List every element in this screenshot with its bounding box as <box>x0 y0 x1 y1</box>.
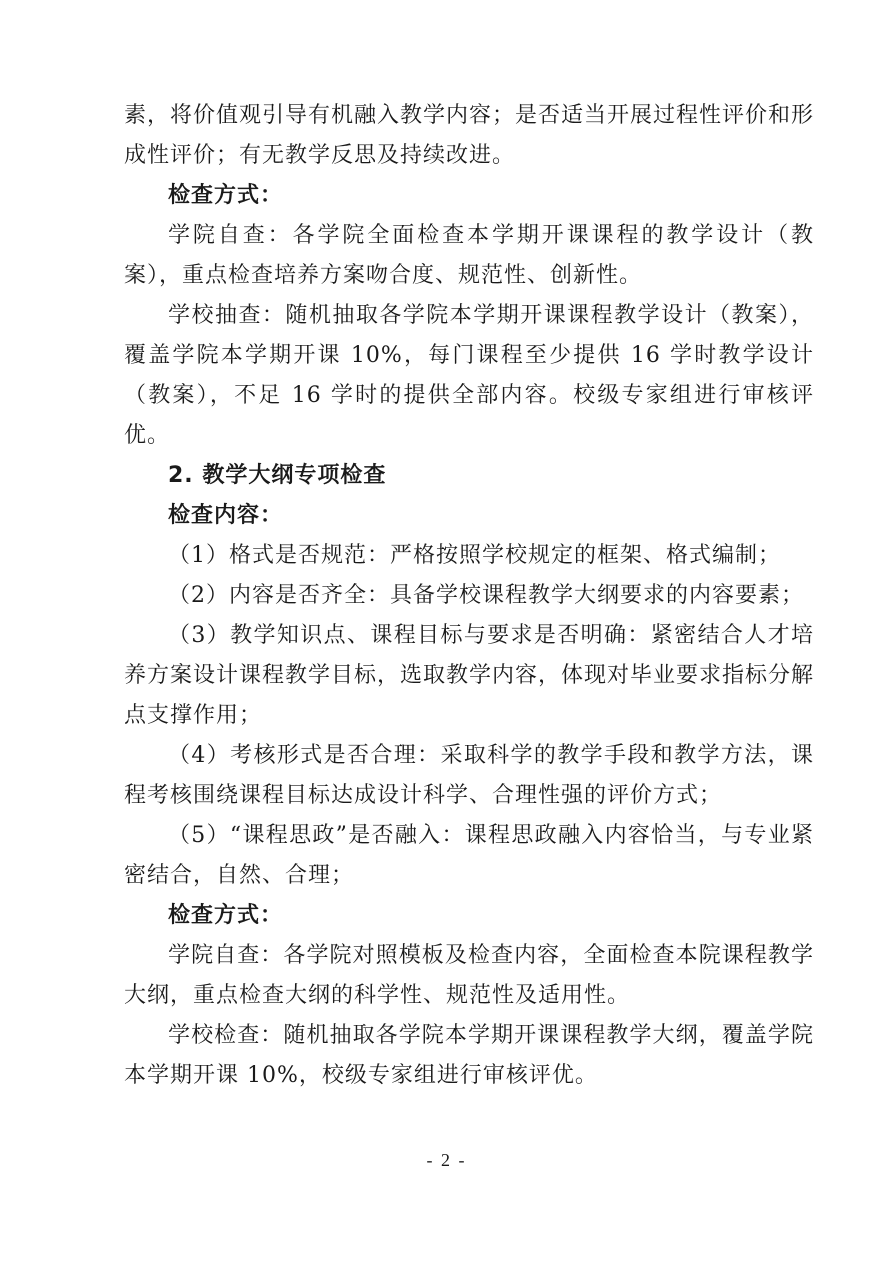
list-item-content: （2）内容是否齐全：具备学校课程教学大纲要求的内容要素； <box>168 583 804 608</box>
section-heading-inspection-method: 检查方式： <box>168 183 284 208</box>
paragraph-continuation: 素，将价值观引导有机融入教学内容；是否适当开展过程性评价和形成性评价；有无教学反思及持续改进。 <box>124 103 815 168</box>
paragraph-school-spot-check: 学校抽查：随机抽取各学院本学期开课课程教学设计（教案），覆盖学院本学期开课 10%，每门课程至少提供 16 学时教学设计（教案），不足 16 学时的提供全部内容。校级专家组进行审核评优。 <box>124 303 814 448</box>
list-item-assessment: （4）考核形式是否合理：采取科学的教学手段和教学方法，课程考核围绕课程目标达成设计科学、合理性强的评价方式； <box>124 743 814 808</box>
section-heading-inspection-content: 检查内容： <box>168 503 284 528</box>
paragraph-college-self-check-2: 学院自查：各学院对照模板及检查内容，全面检查本院课程教学大纲，重点检查大纲的科学性、规范性及适用性。 <box>124 943 814 1008</box>
body-text <box>124 96 814 1096</box>
paragraph-college-self-check: 学院自查：各学院全面检查本学期开课课程的教学设计（教案），重点检查培养方案吻合度、规范性、创新性。 <box>124 223 814 288</box>
list-item-objectives: （3）教学知识点、课程目标与要求是否明确：紧密结合人才培养方案设计课程教学目标，选取教学内容，体现对毕业要求指标分解点支撑作用； <box>124 623 815 728</box>
paragraph-school-check-2: 学校检查：随机抽取各学院本学期开课课程教学大纲，覆盖学院本学期开课 10%，校级专家组进行审核评优。 <box>124 1023 814 1088</box>
list-item-ideology: （5）“课程思政”是否融入：课程思政融入内容恰当，与专业紧密结合，自然、合理； <box>124 823 814 888</box>
page-number: - 2 - <box>426 1150 467 1170</box>
list-item-format: （1）格式是否规范：严格按照学校规定的框架、格式编制； <box>168 543 781 568</box>
section-heading-syllabus-inspection: 2. 教学大纲专项检查 <box>168 463 387 488</box>
section-heading-inspection-method-2: 检查方式： <box>168 903 284 928</box>
